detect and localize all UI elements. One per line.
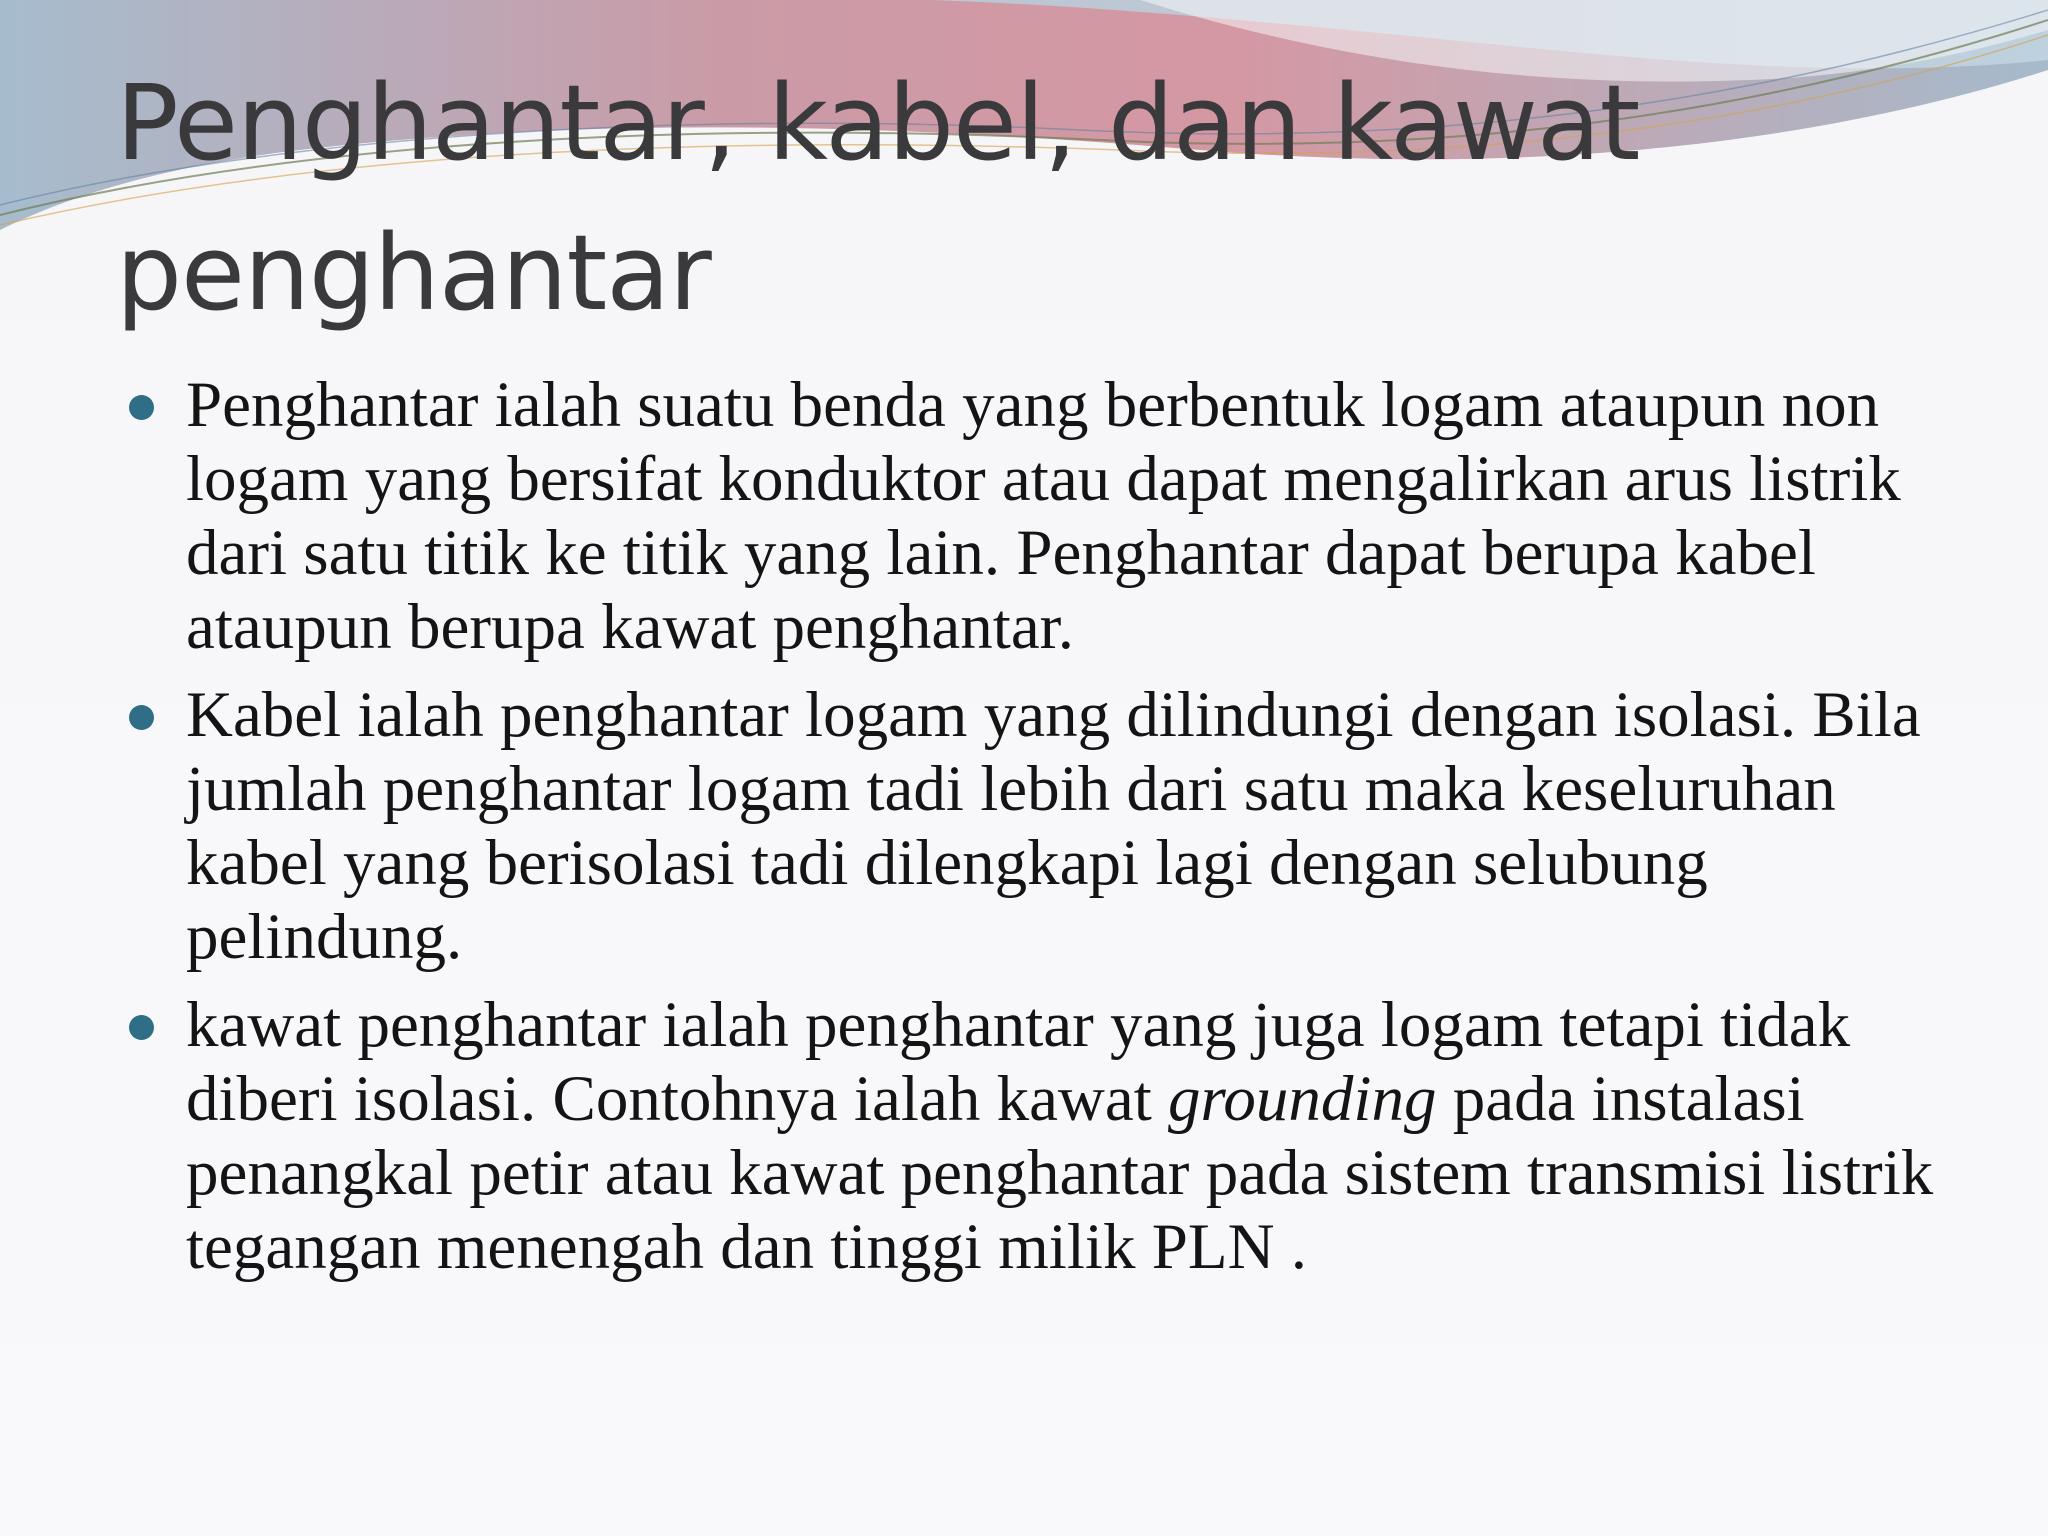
bullet-item-penghantar [126,368,1956,664]
bullet-item-kawat [126,988,1956,1284]
bullet-text-part: pada instalasi penangkal petir atau kawat penghantar pada sistem transmisi listrik tegangan menengah dan tinggi milik PLN . [186,1063,1934,1283]
bullet-text-italic: grounding [1168,1063,1437,1135]
bullet-item-kabel [126,678,1956,974]
bullet-text: Kabel ialah penghantar logam yang dilindungi dengan isolasi. Bila jumlah penghantar logam tadi lebih dari satu maka keseluruhan kabel yang berisolasi tadi dilengkapi lagi dengan selubung pelindung. [186,679,1921,973]
bullet-text-part: kawat penghantar ialah penghantar yang juga logam tetapi tidak diberi isolasi. Contohnya ialah kawat [186,989,1851,1135]
bullet-dot-icon [129,705,154,730]
slide-title: Penghantar, kabel, dan kawat penghantar [116,62,1640,334]
bullet-list [126,368,1956,1298]
bullet-dot-icon [129,395,154,420]
bullet-text: Penghantar ialah suatu benda yang berbentuk logam ataupun non logam yang bersifat konduktor atau dapat mengalirkan arus listrik dari satu titik ke titik yang lain. Penghantar dapat berupa kabel ataupun berupa kawat penghantar. [186,369,1901,663]
bullet-text [186,989,1933,1283]
bullet-dot-icon [129,1015,154,1040]
